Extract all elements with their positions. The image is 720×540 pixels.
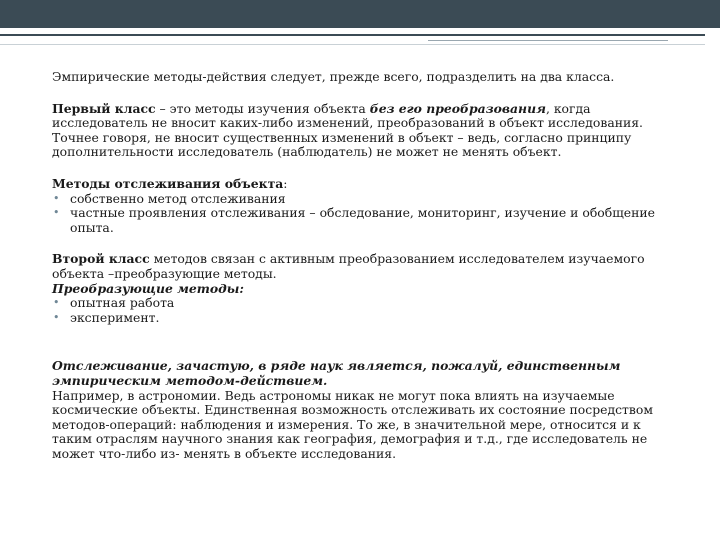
second-class-paragraph bbox=[52, 252, 682, 281]
conclusion-paragraph: Например, в астрономии. Ведь астрономы никак не могут пока влиять на изучаемые космические объекты. Единственная возможность отслеживать их состояние посредством методов-операций: наблюдения и измерения. То же, в значительной мере, относится и к таким отраслям научного знания как география, демография и т.д., где исследователь не может что-либо из- менять в объекте исследования. bbox=[52, 387, 653, 461]
slide-content bbox=[52, 70, 682, 461]
transform-heading: Преобразующие методы: bbox=[52, 280, 244, 296]
tracking-list bbox=[52, 192, 682, 236]
second-class-text: методов связан с активным преобразованием исследователем изучаемого объекта –преобразующие методы. bbox=[52, 251, 645, 281]
list-item: • частные проявления отслеживания – обследование, мониторинг, изучение и обобщение опыта. bbox=[53, 205, 655, 235]
intro-paragraph: Эмпирические методы-действия следует, прежде всего, подразделить на два класса. bbox=[52, 69, 615, 84]
transform-list bbox=[52, 296, 682, 325]
list-item: • собственно метод отслеживания bbox=[53, 190, 286, 206]
first-class-label: Первый класс bbox=[52, 100, 156, 116]
bullet-icon: • bbox=[53, 191, 60, 205]
list-item: • эксперимент. bbox=[53, 309, 160, 325]
bullet-icon: • bbox=[53, 206, 60, 220]
first-class-text-1: – это методы изучения объекта bbox=[155, 100, 370, 116]
first-class-paragraph bbox=[52, 102, 682, 160]
header-accent-rule bbox=[428, 40, 668, 41]
second-class-label: Второй класс bbox=[52, 251, 150, 267]
first-class-text-2: , когда исследователь не вносит каких-либо изменений, преобразований в объект исследования. Точнее говоря, не вносит существенных изменений в объект – ведь, согласно принципу дополнительности исследователь (наблюдатель) не может не менять объект. bbox=[52, 100, 643, 160]
tracking-heading-text: Методы отслеживания объекта bbox=[52, 175, 284, 191]
header-thin-rule bbox=[0, 44, 705, 45]
header-band bbox=[0, 0, 720, 28]
bullet-icon: • bbox=[53, 296, 60, 310]
bullet-icon: • bbox=[53, 310, 60, 324]
list-item: • опытная работа bbox=[53, 295, 175, 311]
header-rule bbox=[0, 34, 705, 36]
conclusion-heading: Отслеживание, зачастую, в ряде наук является, пожалуй, единственным эмпирическим методом-действием. bbox=[52, 358, 621, 388]
first-class-emphasis: без его преобразования bbox=[369, 100, 546, 116]
tracking-heading: Методы отслеживания объекта: bbox=[52, 175, 288, 191]
